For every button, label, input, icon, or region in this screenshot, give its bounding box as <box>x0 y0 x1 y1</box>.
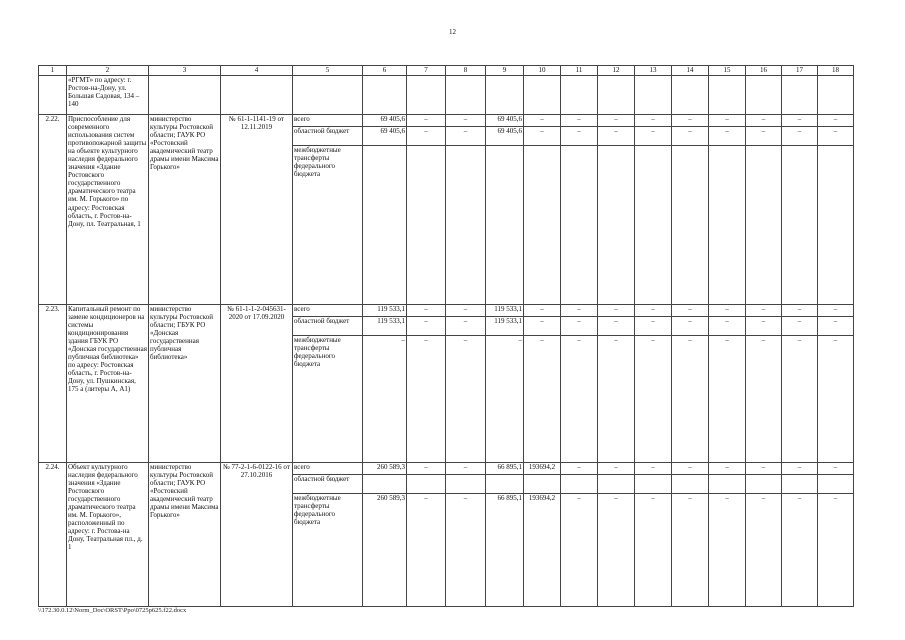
col-header: 18 <box>818 66 854 76</box>
value-cell-col-15: – <box>709 305 746 317</box>
table-row <box>39 305 854 317</box>
item-number-cell: 2.22. <box>39 115 67 305</box>
value-cell-col-11: – <box>561 317 598 336</box>
value-cell-col-10: 193694,2 <box>524 494 561 607</box>
value-cell-col-13: – <box>635 305 672 317</box>
value-cell-col-7: – <box>407 317 446 336</box>
value-cell-col-9: – <box>486 336 524 463</box>
value-cell-col-9 <box>486 475 524 494</box>
col-header: 8 <box>446 66 486 76</box>
value-cell-col-7 <box>407 475 446 494</box>
value-cell-col-8: – <box>446 494 486 607</box>
value-cell-col-16: – <box>746 494 782 607</box>
value-cell-col-9: 66 895,1 <box>486 494 524 607</box>
value-cell-col-10: – <box>524 305 561 317</box>
value-cell-col-13: – <box>635 336 672 463</box>
col-header: 5 <box>293 66 363 76</box>
item-number-cell: 2.23. <box>39 305 67 463</box>
value-cell-col-16 <box>746 475 782 494</box>
col-header: 16 <box>746 66 782 76</box>
value-cell-col-11: – <box>561 494 598 607</box>
col-header: 13 <box>635 66 672 76</box>
value-cell-col-16 <box>746 146 782 305</box>
value-cell-col-8: – <box>446 317 486 336</box>
value-cell-col-12: – <box>598 127 635 146</box>
value-cell-col-7: – <box>407 305 446 317</box>
value-cell-col-15 <box>709 475 746 494</box>
value-cell-col-11: – <box>561 336 598 463</box>
value-cell-col-18 <box>818 146 854 305</box>
col-header: 1 <box>39 66 67 76</box>
value-cell-col-7: – <box>407 494 446 607</box>
value-cell-col-17: – <box>782 494 818 607</box>
item-name-cell: Объект культурного наследия федерального значения «Здание Ростовского государственного драматического театра им. М. Горького», расположенный по адресу: г. Ростова-на Дону, Театральная пл., д. 1 <box>67 463 149 607</box>
value-cell-col-11: – <box>561 463 598 475</box>
value-cell-col-16: – <box>746 463 782 475</box>
cell <box>407 76 446 115</box>
value-cell-col-15: – <box>709 317 746 336</box>
value-cell-col-14 <box>672 475 709 494</box>
value-cell-col-8: – <box>446 305 486 317</box>
value-cell-col-6: 260 589,3 <box>363 494 407 607</box>
value-cell-col-10: – <box>524 317 561 336</box>
value-cell-col-13: – <box>635 463 672 475</box>
value-cell-col-16: – <box>746 127 782 146</box>
value-cell-col-18: – <box>818 463 854 475</box>
item-doc-cell: № 61-1-1-2-045631-2020 от 17.09.2020 <box>221 305 293 463</box>
value-cell-col-12: – <box>598 305 635 317</box>
value-cell-col-6: 119 533,1 <box>363 317 407 336</box>
value-cell-col-8 <box>446 146 486 305</box>
col-header: 15 <box>709 66 746 76</box>
value-cell-col-12: – <box>598 463 635 475</box>
col-header: 6 <box>363 66 407 76</box>
value-cell-col-10 <box>524 475 561 494</box>
value-cell-col-14: – <box>672 336 709 463</box>
value-cell-col-12 <box>598 475 635 494</box>
funding-source-cell: всего <box>293 115 363 127</box>
item-org-cell: министерство культуры Ростовской области; ГБУК РО «Донская государственная публичная библиотека» <box>149 305 221 463</box>
col-header: 11 <box>561 66 598 76</box>
value-cell-col-14: – <box>672 494 709 607</box>
value-cell-col-6: 119 533,1 <box>363 305 407 317</box>
value-cell-col-18: – <box>818 115 854 127</box>
value-cell-col-14: – <box>672 463 709 475</box>
value-cell-col-16: – <box>746 115 782 127</box>
value-cell-col-17: – <box>782 305 818 317</box>
cell <box>363 76 407 115</box>
item-name-cell: Капитальный ремонт по замене кондиционеров на системы кондиционирования здания ГБУК РО «Донская государственная публичная библиотека» по адресу: Ростовская область, г. Ростов-на-Дону, ул. Пушкинская, 175 а (литеры А, А1) <box>67 305 149 463</box>
value-cell-col-18: – <box>818 317 854 336</box>
table-body <box>39 66 854 607</box>
value-cell-col-12: – <box>598 336 635 463</box>
value-cell-col-10: 193694,2 <box>524 463 561 475</box>
funding-source-cell: областной бюджет <box>293 317 363 336</box>
value-cell-col-8: – <box>446 336 486 463</box>
value-cell-col-14: – <box>672 305 709 317</box>
page-number: 12 <box>449 28 456 36</box>
value-cell-col-9: 69 405,6 <box>486 115 524 127</box>
value-cell-col-9: 66 895,1 <box>486 463 524 475</box>
value-cell-col-17 <box>782 475 818 494</box>
value-cell-col-8: – <box>446 115 486 127</box>
value-cell-col-7: – <box>407 463 446 475</box>
item-doc-cell: № 61-1-1141-19 от 12.11.2019 <box>221 115 293 305</box>
value-cell-col-18: – <box>818 127 854 146</box>
value-cell-col-7: – <box>407 115 446 127</box>
funding-source-cell: всего <box>293 305 363 317</box>
value-cell-col-18: – <box>818 305 854 317</box>
value-cell-col-15: – <box>709 115 746 127</box>
value-cell-col-16: – <box>746 305 782 317</box>
value-cell-col-6 <box>363 475 407 494</box>
funding-source-cell: межбюджетные трансферты федерального бюджета <box>293 336 363 463</box>
value-cell-col-6: – <box>363 336 407 463</box>
value-cell-col-6: 69 405,6 <box>363 115 407 127</box>
carry-row <box>39 76 854 115</box>
value-cell-col-12 <box>598 146 635 305</box>
value-cell-col-17: – <box>782 115 818 127</box>
col-header: 2 <box>67 66 149 76</box>
funding-source-cell: всего <box>293 463 363 475</box>
col-header: 9 <box>486 66 524 76</box>
value-cell-col-9: 119 533,1 <box>486 317 524 336</box>
value-cell-col-10: – <box>524 127 561 146</box>
cell <box>221 76 293 115</box>
funding-source-cell: областной бюджет <box>293 127 363 146</box>
value-cell-col-11: – <box>561 115 598 127</box>
value-cell-col-14: – <box>672 127 709 146</box>
cell <box>149 76 221 115</box>
value-cell-col-17: – <box>782 463 818 475</box>
value-cell-col-17: – <box>782 127 818 146</box>
footer-file-path: \\172.30.0.12\Norm_Doc\ORST\Ppo\0725p625.f22.docx <box>38 607 187 614</box>
col-header: 12 <box>598 66 635 76</box>
cell <box>446 76 486 115</box>
value-cell-col-11: – <box>561 305 598 317</box>
value-cell-col-7: – <box>407 127 446 146</box>
funding-source-cell: межбюджетные трансферты федерального бюджета <box>293 494 363 607</box>
col-header: 3 <box>149 66 221 76</box>
value-cell-col-14 <box>672 146 709 305</box>
value-cell-col-15 <box>709 146 746 305</box>
cell <box>486 76 524 115</box>
value-cell-col-13: – <box>635 494 672 607</box>
value-cell-col-7 <box>407 146 446 305</box>
value-cell-col-13: – <box>635 115 672 127</box>
value-cell-col-13 <box>635 146 672 305</box>
value-cell-col-14: – <box>672 115 709 127</box>
col-header: 10 <box>524 66 561 76</box>
value-cell-col-6 <box>363 146 407 305</box>
value-cell-col-15: – <box>709 494 746 607</box>
col-header: 7 <box>407 66 446 76</box>
value-cell-col-13: – <box>635 127 672 146</box>
value-cell-col-15: – <box>709 336 746 463</box>
funding-source-cell: областной бюджет <box>293 475 363 494</box>
value-cell-col-18: – <box>818 494 854 607</box>
value-cell-col-11 <box>561 146 598 305</box>
value-cell-col-8: – <box>446 127 486 146</box>
value-cell-col-16: – <box>746 317 782 336</box>
value-cell-col-6: 260 589,3 <box>363 463 407 475</box>
value-cell-col-9: 69 405,6 <box>486 127 524 146</box>
value-cell-col-18: – <box>818 336 854 463</box>
cell <box>524 76 561 115</box>
cell <box>672 76 709 115</box>
budget-table <box>38 65 854 607</box>
item-number-cell: 2.24. <box>39 463 67 607</box>
value-cell-col-12: – <box>598 494 635 607</box>
cell <box>293 76 363 115</box>
value-cell-col-16: – <box>746 336 782 463</box>
col-header: 4 <box>221 66 293 76</box>
cell <box>635 76 672 115</box>
value-cell-col-15: – <box>709 463 746 475</box>
value-cell-col-9 <box>486 146 524 305</box>
value-cell-col-15: – <box>709 127 746 146</box>
col-header: 17 <box>782 66 818 76</box>
value-cell-col-12: – <box>598 317 635 336</box>
value-cell-col-11: – <box>561 127 598 146</box>
value-cell-col-7: – <box>407 336 446 463</box>
value-cell-col-14: – <box>672 317 709 336</box>
value-cell-col-10: – <box>524 336 561 463</box>
cell <box>782 76 818 115</box>
value-cell-col-10: – <box>524 115 561 127</box>
carry-name-cell: «РГМТ» по адресу: г. Ростов-на-Дону, ул. Большая Садовая, 134 – 140 <box>67 76 149 115</box>
item-org-cell: министерство культуры Ростовской области; ГАУК РО «Ростовский академический театр драмы имени Максима Горького» <box>149 463 221 607</box>
value-cell-col-8 <box>446 475 486 494</box>
table-row <box>39 115 854 127</box>
value-cell-col-18 <box>818 475 854 494</box>
value-cell-col-12: – <box>598 115 635 127</box>
value-cell-col-10 <box>524 146 561 305</box>
col-header: 14 <box>672 66 709 76</box>
item-org-cell: министерство культуры Ростовской области; ГАУК РО «Ростовский академический театр драмы имени Максима Горького» <box>149 115 221 305</box>
value-cell-col-6: 69 405,6 <box>363 127 407 146</box>
item-doc-cell: № 77-2-1-6-0122-16 от 27.10.2016 <box>221 463 293 607</box>
table-row <box>39 463 854 475</box>
value-cell-col-17 <box>782 146 818 305</box>
cell <box>39 76 67 115</box>
header-row <box>39 66 854 76</box>
value-cell-col-9: 119 533,1 <box>486 305 524 317</box>
item-name-cell: Приспособление для современного использования систем противопожарной защиты на объекте культурного наследия федерального значения «Здание Ростовского государственного драматического театра им. М. Горького» по адресу: Ростовская область, г. Ростов-на-Дону, пл. Театральная, 1 <box>67 115 149 305</box>
value-cell-col-8: – <box>446 463 486 475</box>
cell <box>746 76 782 115</box>
value-cell-col-17: – <box>782 317 818 336</box>
value-cell-col-11 <box>561 475 598 494</box>
value-cell-col-13: – <box>635 317 672 336</box>
cell <box>709 76 746 115</box>
cell <box>818 76 854 115</box>
funding-source-cell: межбюджетные трансферты федерального бюджета <box>293 146 363 305</box>
cell <box>598 76 635 115</box>
value-cell-col-13 <box>635 475 672 494</box>
value-cell-col-17: – <box>782 336 818 463</box>
cell <box>561 76 598 115</box>
